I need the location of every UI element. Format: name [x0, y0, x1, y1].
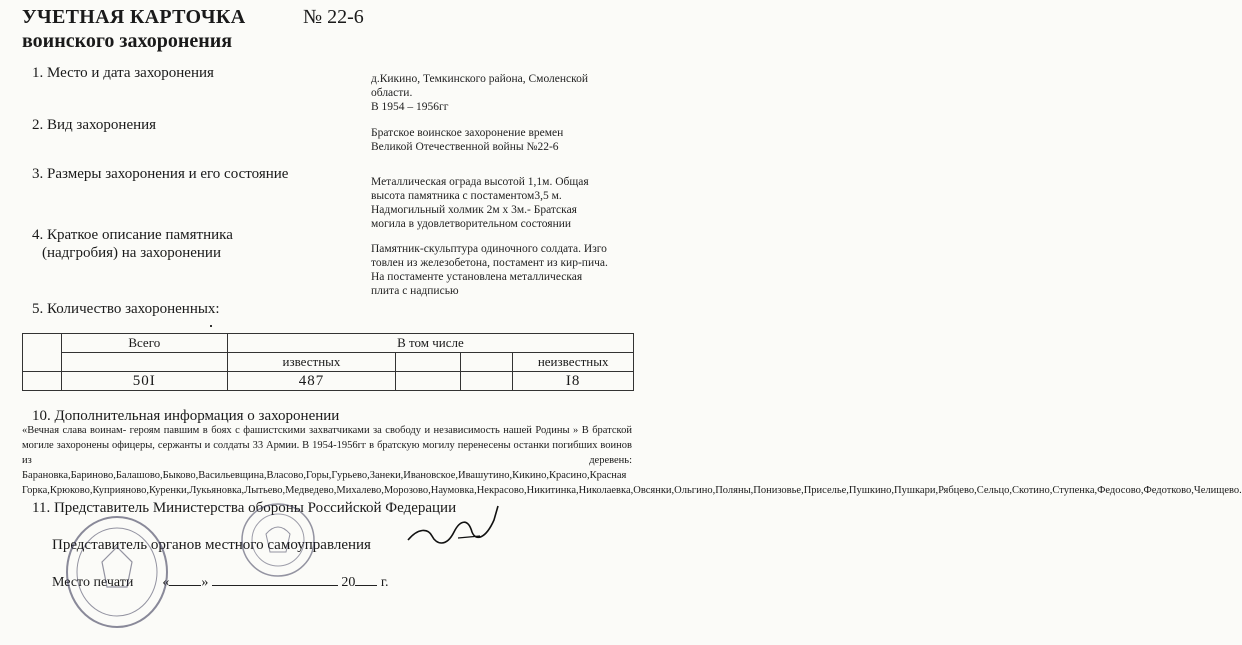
stamp-place-label: Место печати [52, 575, 134, 590]
section-3-value-line: Надмогильный холмик 2м х 3м.- Братская [371, 204, 577, 216]
counts-subheader-row [23, 353, 634, 372]
section-1-value-line: области. [371, 87, 413, 99]
counts-known-header: известных [227, 353, 395, 372]
counts-empty-cell [61, 353, 227, 372]
counts-including-header: В том числе [227, 334, 633, 353]
section-11-label: 11. Представитель Министерства обороны Российской Федерации [32, 500, 457, 516]
section-4-label-line: (надгробия) на захоронении [42, 245, 221, 261]
section-4-value-line: На постаменте установлена металлическая [371, 271, 583, 283]
section-3-value-line: высота памятника с постаментом3,5 м. [371, 190, 562, 202]
year-prefix: 20 [341, 575, 356, 590]
section-4-value-line: Памятник-скульптура одиночного солдата. Изго [371, 243, 607, 255]
section-2-value [371, 126, 631, 154]
scan-mark [210, 325, 212, 327]
card-subtitle: воинского захоронения [22, 30, 233, 52]
counts-empty-cell [396, 372, 461, 391]
counts-empty-cell [396, 353, 461, 372]
date-quote-open: « [162, 575, 170, 590]
counts-blank-cell [23, 372, 62, 391]
counts-empty-cell [460, 353, 513, 372]
section-2-value-line: Братское воинское захоронение времен [371, 127, 564, 139]
section-2-label: 2. Вид захоронения [32, 117, 157, 133]
coat-of-arms-seal-icon [238, 500, 318, 580]
counts-known-value: 487 [227, 372, 395, 391]
section-1-value [371, 72, 631, 114]
card-number: № 22-6 [303, 6, 364, 28]
counts-table [22, 333, 634, 391]
counts-header-row [23, 334, 634, 353]
year-suffix: г. [380, 575, 389, 590]
section-1-label: 1. Место и дата захоронения [32, 65, 214, 81]
section-3-label: 3. Размеры захоронения и его состояние [32, 166, 289, 182]
section-4-label [32, 226, 233, 262]
section-1-value-line: д.Кикино, Темкинского района, Смоленской [371, 73, 589, 85]
local-government-label: Представитель органов местного самоуправления [52, 537, 371, 553]
counts-value-row [23, 372, 634, 391]
section-5-label: 5. Количество захороненных: [32, 301, 220, 317]
section-10-label: 10. Дополнительная информация о захоронении [32, 408, 340, 424]
section-4-label-line: 4. Краткое описание памятника [32, 227, 233, 243]
counts-total-value: 50I [61, 372, 227, 391]
counts-empty-cell [460, 372, 513, 391]
counts-blank-cell [23, 334, 62, 372]
section-1-value-line: В 1954 – 1956гг [371, 101, 449, 113]
section-4-value-line: плита с надписью [371, 285, 459, 297]
section-4-value-line: товлен из железобетона, постамент из кир-пича. [371, 257, 608, 269]
section-2-value-line: Великой Отечественной войны №22-6 [371, 141, 559, 153]
counts-total-header: Всего [61, 334, 227, 353]
counts-unknown-header: неизвестных [513, 353, 634, 372]
date-quote-close: » [201, 575, 209, 590]
counts-unknown-value: I8 [513, 372, 634, 391]
section-3-value [371, 175, 633, 231]
signature-icon [398, 498, 508, 558]
card-title: УЧЕТНАЯ КАРТОЧКА [22, 6, 246, 28]
section-10-text: «Вечная слава воинам- героям павшим в боях с фашистскими захватчиками за свободу и независимость нашей Родины » В братской могиле захоронены офицеры, сержанты и солдаты 33 Армии. В 1954-1956гг в братскую могилу перенесены останки погибших воинов из деревень: Барановка,Бариново,Балашово,Быково,Васильевщина,Власово,Горы,Гурьево,Занеки,Ивановское,Ивашутино,Кикино,Красино,Красная Горка,Крюково,Куприяново,Куренки,Лукьяновка,Лытьево,Медведево,Михалево,Морозово,Наумовка,Некрасово,Никитинка,Николаевка,Овсянки,Ольгино,Поляны,Понизовье,Приселье,Пушкино,Пушкари,Рябцево,Сельцо,Скотино,Ступенка,Федосово,Федотково,Челищево. [22, 425, 1242, 496]
round-seal-icon [62, 512, 172, 632]
section-3-value-line: могила в удовлетворительном состоянии [371, 218, 572, 230]
section-4-value [371, 242, 633, 298]
section-3-value-line: Металлическая ограда высотой 1,1м. Общая [371, 176, 589, 188]
